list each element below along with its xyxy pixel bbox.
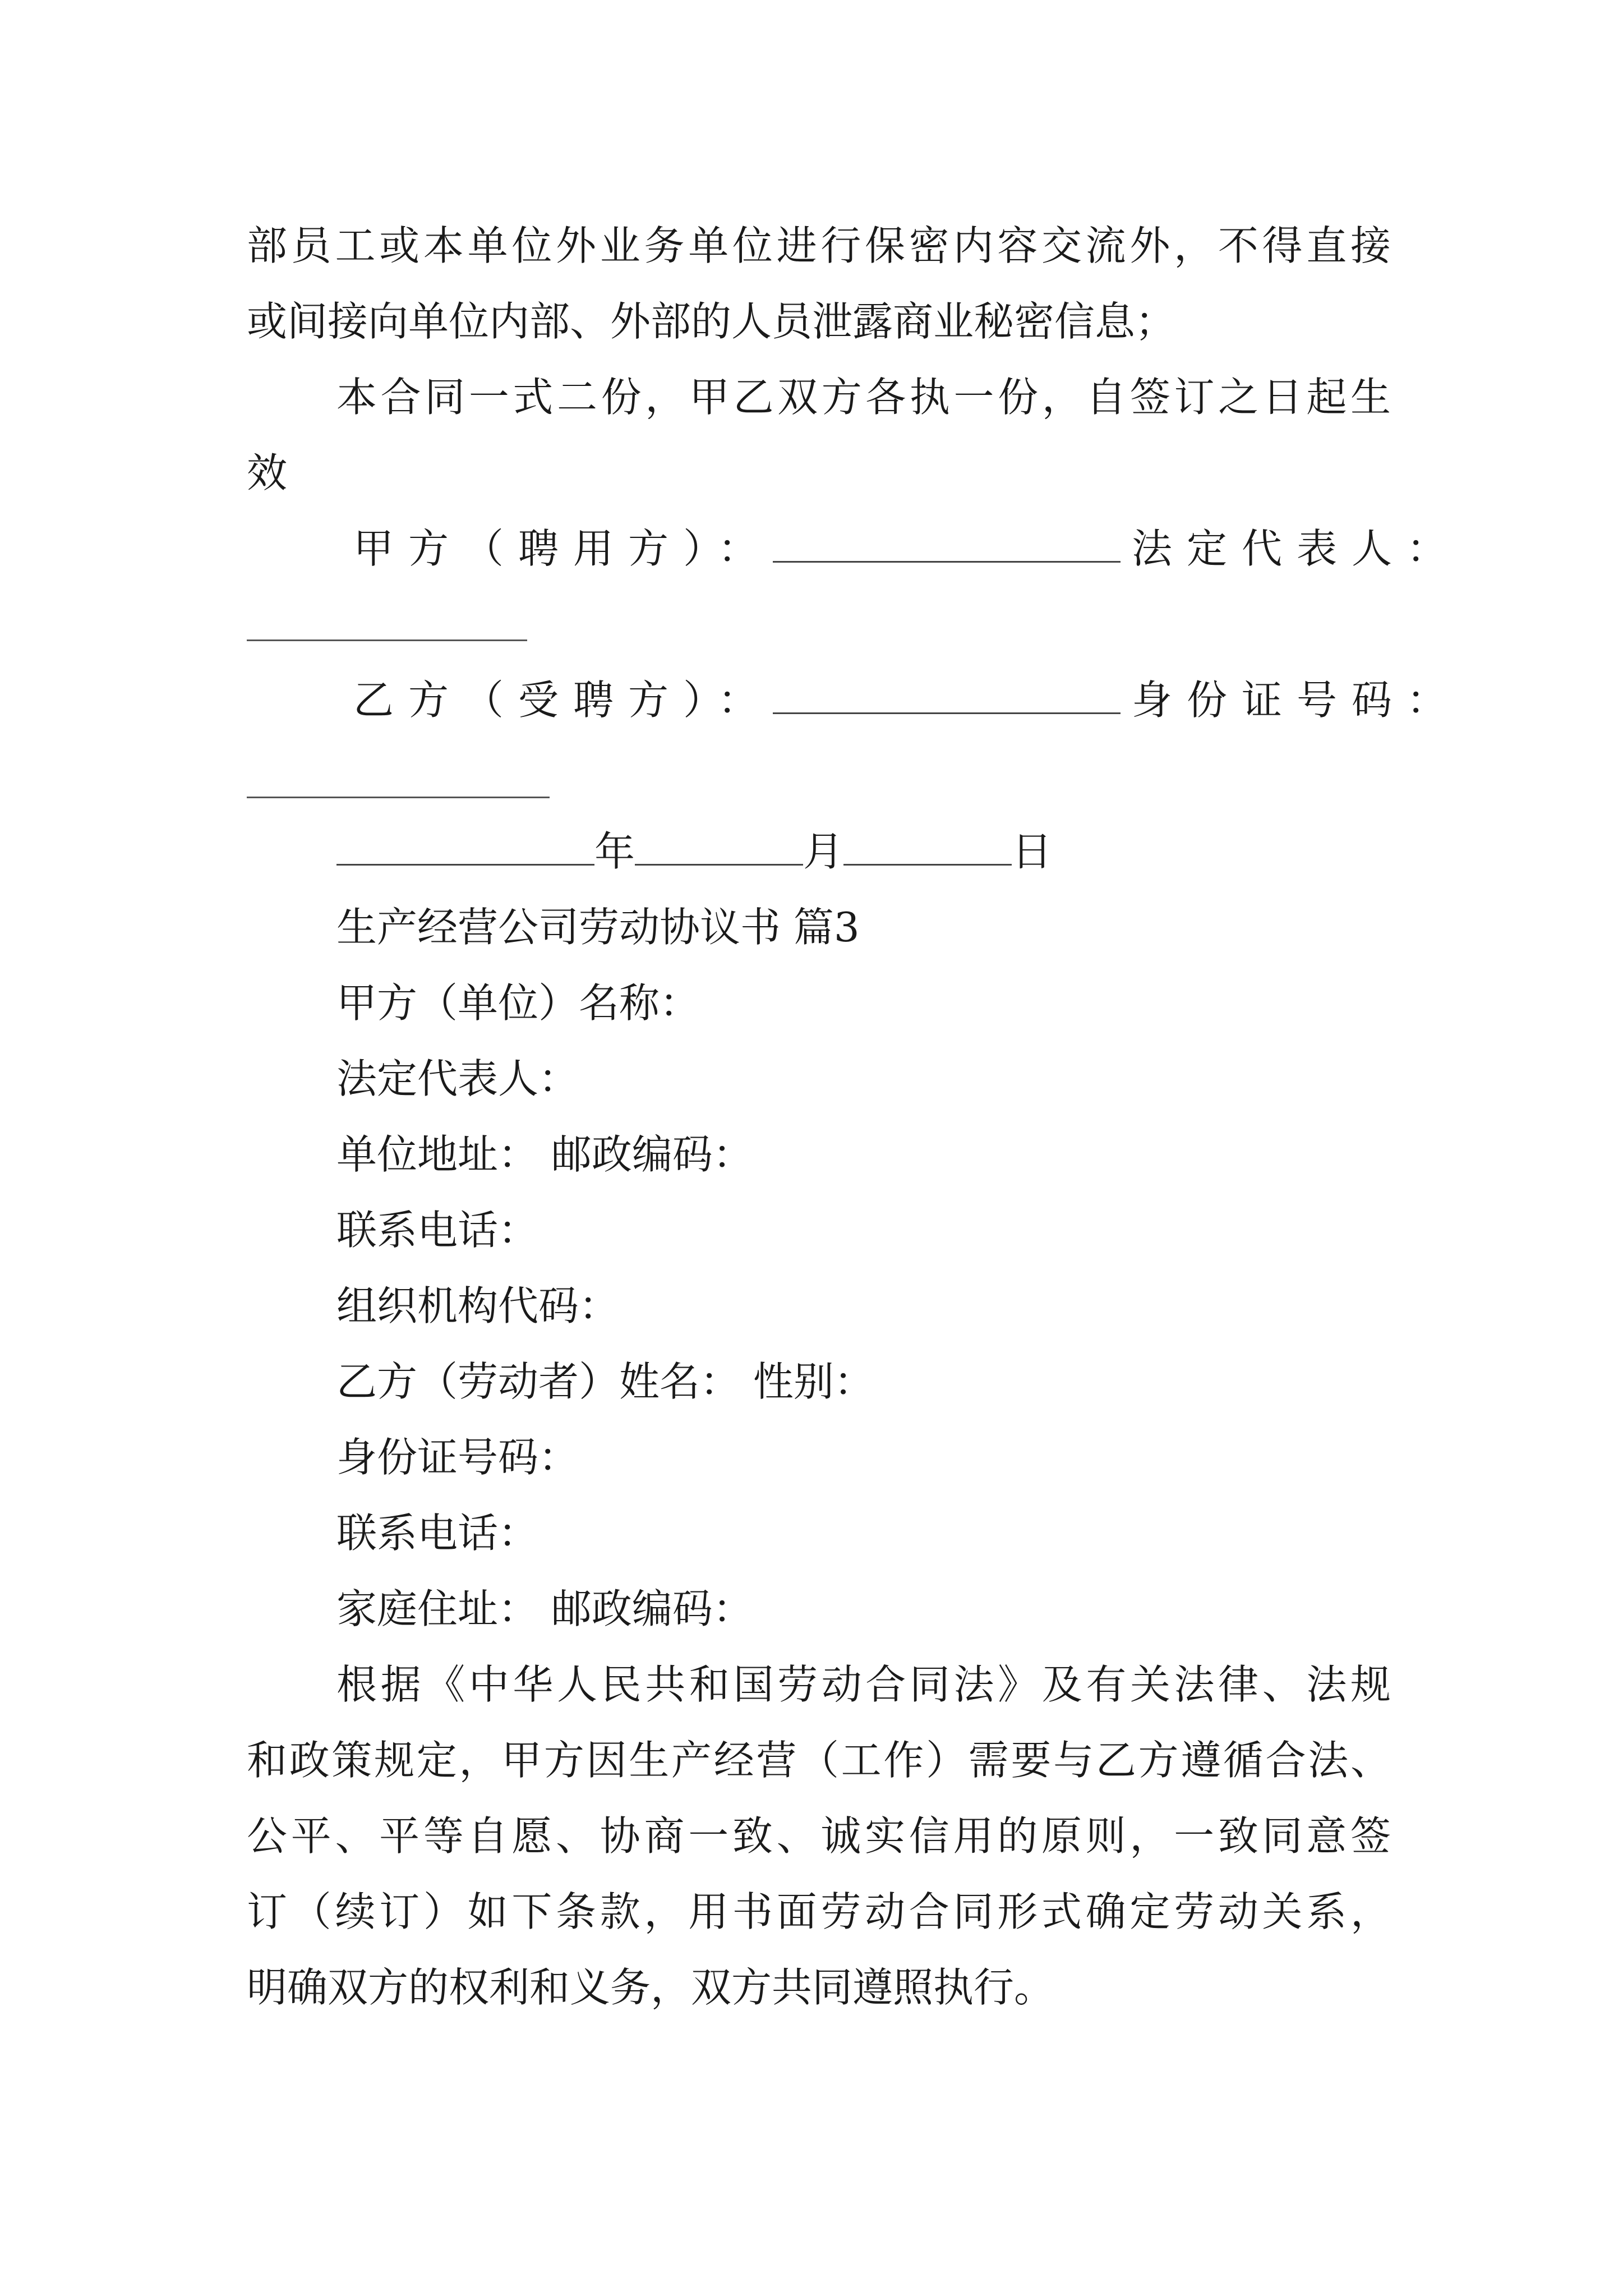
field-worker-phone: 联系电话： (336, 1510, 539, 1557)
preamble-line4: 订（续订）如下条款，用书面劳动合同形式确定劳动关系， (247, 1888, 1391, 1935)
preamble-line3: 公平、平等自愿、协商一致、诚实信用的原则，一致同意签 (247, 1812, 1391, 1860)
para1-line1: 部员工或本单位外业务单位进行保密内容交流外，不得直接 (247, 222, 1391, 269)
section-title: 生产经营公司劳动协议书 篇3 (336, 904, 860, 951)
month-label: 月 (803, 828, 844, 875)
field-org-code: 组织机构代码： (336, 1282, 620, 1329)
preamble-line1: 根据《中华人民共和国劳动合同法》及有关法律、法规 (336, 1661, 1391, 1708)
legal-rep-label: 法定代表人： (1132, 525, 1462, 572)
field-id-number: 身份证号码： (336, 1434, 579, 1481)
day-blank[interactable] (843, 825, 1012, 866)
para2-line2: 效 (247, 449, 288, 496)
field-address-postcode: 单位地址： 邮政编码： (336, 1131, 753, 1178)
party-b-label: 乙方（受聘方）： (353, 677, 773, 724)
year-label: 年 (594, 828, 635, 875)
party-a-label: 甲方（聘用方）： (353, 525, 773, 572)
year-blank[interactable] (336, 825, 594, 866)
id-number-label: 身份证号码： (1132, 677, 1462, 724)
field-home-address-postcode: 家庭住址： 邮政编码： (336, 1585, 753, 1632)
preamble-line2: 和政策规定，甲方因生产经营（工作）需要与乙方遵循合法、 (247, 1737, 1391, 1784)
para1-line2: 或间接向单位内部、外部的人员泄露商业秘密信息； (247, 298, 1176, 345)
para2-line1: 本合同一式二份，甲乙双方各执一份，自签订之日起生 (336, 374, 1391, 421)
party-a-signature-line (353, 522, 1461, 576)
day-label: 日 (1012, 828, 1053, 875)
field-phone: 联系电话： (336, 1207, 539, 1254)
field-legal-rep: 法定代表人： (336, 1055, 579, 1102)
legal-rep-blank[interactable] (247, 639, 527, 641)
field-party-a-name: 甲方（单位）名称： (336, 979, 700, 1027)
preamble-line5: 明确双方的权利和义务，双方共同遵照执行。 (247, 1964, 1055, 2011)
id-number-blank[interactable] (247, 797, 550, 798)
signing-date-line (336, 825, 1052, 878)
party-a-blank[interactable] (773, 522, 1121, 563)
party-b-signature-line (353, 673, 1461, 727)
party-b-blank[interactable] (773, 673, 1121, 714)
field-worker-name-gender: 乙方（劳动者）姓名： 性别： (336, 1358, 874, 1405)
month-blank[interactable] (635, 825, 803, 866)
